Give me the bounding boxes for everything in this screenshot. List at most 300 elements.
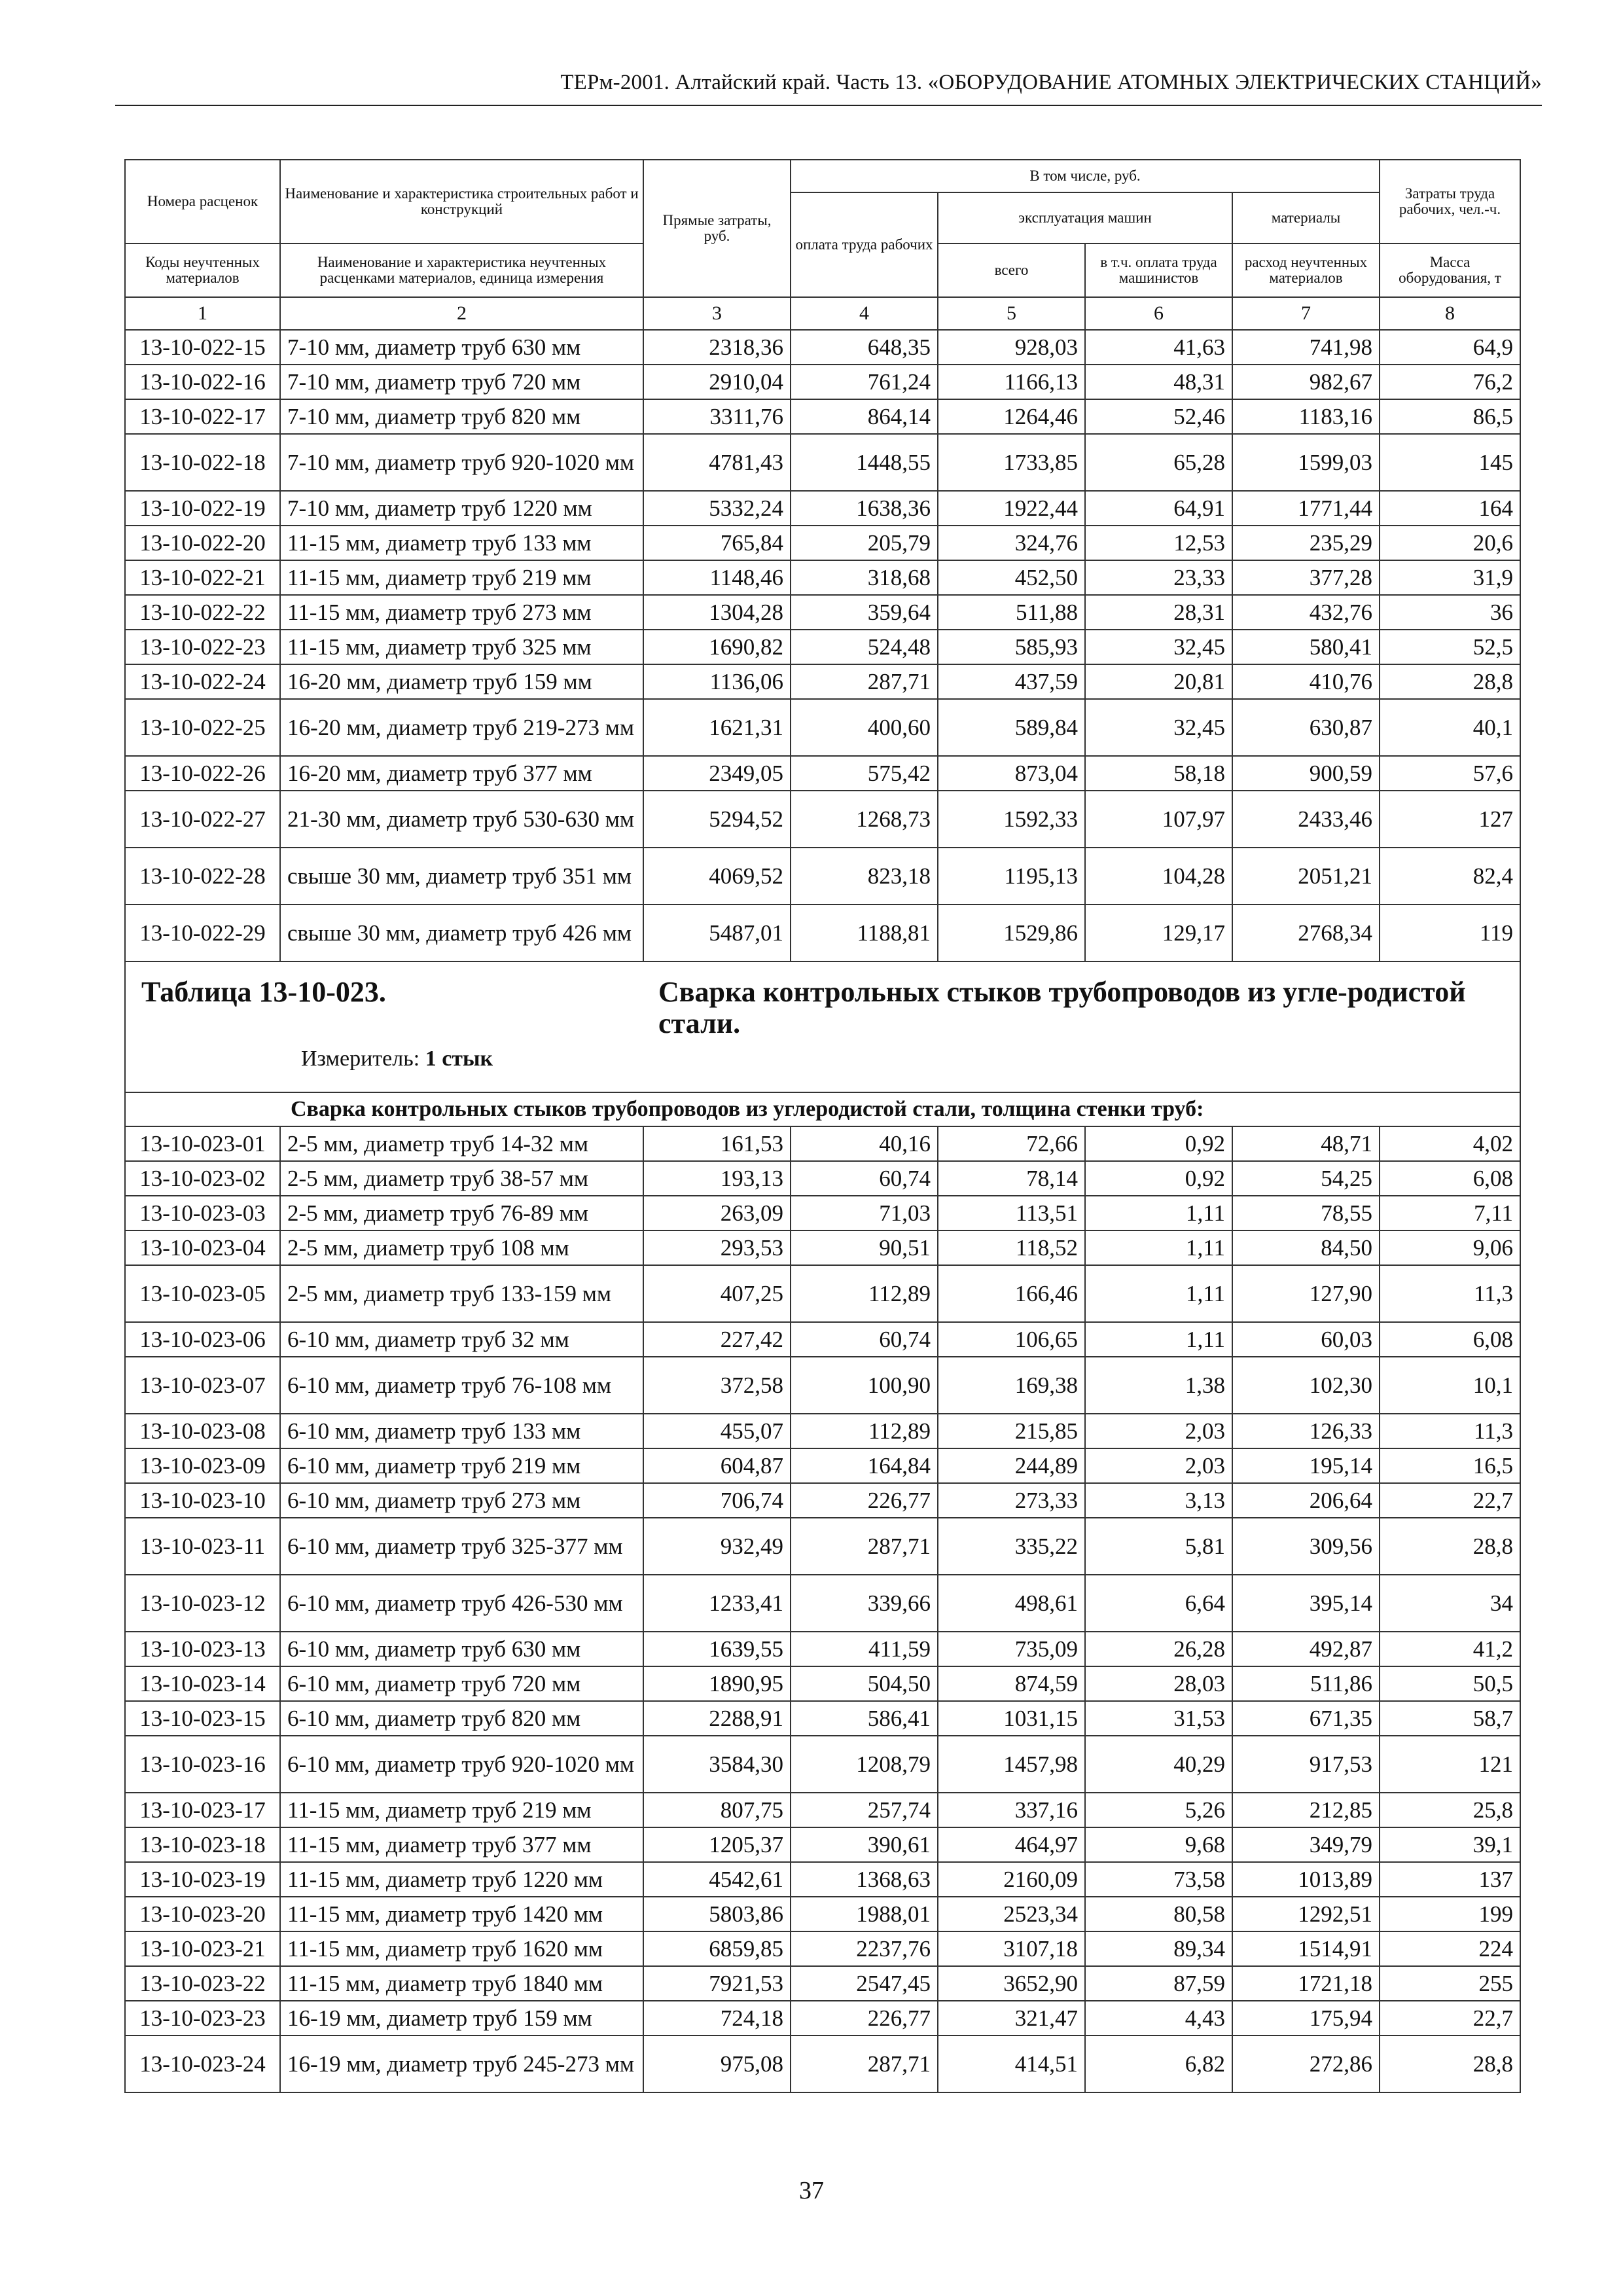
work-description: 2-5 мм, диаметр труб 76-89 мм <box>280 1196 643 1230</box>
labor-hours: 28,8 <box>1380 1518 1520 1575</box>
labor-hours: 10,1 <box>1380 1357 1520 1414</box>
work-description: 6-10 мм, диаметр труб 32 мм <box>280 1322 643 1357</box>
table-row <box>125 526 1520 560</box>
materials-cost: 206,64 <box>1232 1483 1380 1518</box>
labor-cost: 71,03 <box>791 1196 938 1230</box>
labor-cost: 1208,79 <box>791 1736 938 1793</box>
table-row <box>125 2001 1520 2036</box>
work-description: 6-10 мм, диаметр труб 720 мм <box>280 1666 643 1701</box>
labor-hours: 224 <box>1380 1931 1520 1966</box>
labor-cost: 1188,81 <box>791 905 938 961</box>
materials-cost: 78,55 <box>1232 1196 1380 1230</box>
rate-code: 13-10-023-05 <box>125 1265 280 1322</box>
rate-code: 13-10-023-10 <box>125 1483 280 1518</box>
direct-cost: 5803,86 <box>643 1897 791 1931</box>
materials-cost: 671,35 <box>1232 1701 1380 1736</box>
labor-hours: 20,6 <box>1380 526 1520 560</box>
machine-wages: 52,46 <box>1085 399 1232 434</box>
rate-code: 13-10-023-01 <box>125 1126 280 1161</box>
labor-hours: 40,1 <box>1380 699 1520 756</box>
labor-cost: 90,51 <box>791 1230 938 1265</box>
table-row <box>125 365 1520 399</box>
rate-code: 13-10-023-22 <box>125 1966 280 2001</box>
table-023-title-cell <box>125 961 1520 1092</box>
materials-cost: 492,87 <box>1232 1632 1380 1666</box>
work-description: 7-10 мм, диаметр труб 820 мм <box>280 399 643 434</box>
machine-cost: 1195,13 <box>938 848 1085 905</box>
col-number: 1 <box>125 297 280 330</box>
direct-cost: 4542,61 <box>643 1862 791 1897</box>
labor-cost: 112,89 <box>791 1414 938 1448</box>
machine-wages: 40,29 <box>1085 1736 1232 1793</box>
table-row <box>125 1357 1520 1414</box>
labor-cost: 1268,73 <box>791 791 938 848</box>
machine-cost: 118,52 <box>938 1230 1085 1265</box>
direct-cost: 4781,43 <box>643 434 791 491</box>
work-description: 11-15 мм, диаметр труб 133 мм <box>280 526 643 560</box>
work-description: 6-10 мм, диаметр труб 820 мм <box>280 1701 643 1736</box>
direct-cost: 1304,28 <box>643 595 791 630</box>
direct-cost: 4069,52 <box>643 848 791 905</box>
rate-code: 13-10-023-13 <box>125 1632 280 1666</box>
header-rule <box>115 105 1542 106</box>
work-description: 6-10 мм, диаметр труб 133 мм <box>280 1414 643 1448</box>
table-head <box>125 160 1520 330</box>
direct-cost: 455,07 <box>643 1414 791 1448</box>
machine-wages: 0,92 <box>1085 1161 1232 1196</box>
work-description: 7-10 мм, диаметр труб 920-1020 мм <box>280 434 643 491</box>
labor-cost: 1638,36 <box>791 491 938 526</box>
labor-hours: 127 <box>1380 791 1520 848</box>
rate-code: 13-10-023-17 <box>125 1793 280 1827</box>
machine-wages: 23,33 <box>1085 560 1232 595</box>
direct-cost: 3311,76 <box>643 399 791 434</box>
materials-cost: 377,28 <box>1232 560 1380 595</box>
machine-wages: 2,03 <box>1085 1414 1232 1448</box>
materials-cost: 900,59 <box>1232 756 1380 791</box>
direct-cost: 5487,01 <box>643 905 791 961</box>
rate-code: 13-10-023-07 <box>125 1357 280 1414</box>
machine-cost: 1733,85 <box>938 434 1085 491</box>
work-description: 7-10 мм, диаметр труб 1220 мм <box>280 491 643 526</box>
table-row <box>125 595 1520 630</box>
rate-code: 13-10-023-20 <box>125 1897 280 1931</box>
work-description: 11-15 мм, диаметр труб 1220 мм <box>280 1862 643 1897</box>
machine-cost: 414,51 <box>938 2036 1085 2092</box>
work-description: 11-15 мм, диаметр труб 1620 мм <box>280 1931 643 1966</box>
rate-code: 13-10-023-21 <box>125 1931 280 1966</box>
machine-cost: 166,46 <box>938 1265 1085 1322</box>
materials-cost: 410,76 <box>1232 664 1380 699</box>
col-header-codes-mat: Коды неучтенных материалов <box>125 243 280 297</box>
machine-wages: 58,18 <box>1085 756 1232 791</box>
labor-cost: 2547,45 <box>791 1966 938 2001</box>
labor-cost: 823,18 <box>791 848 938 905</box>
labor-hours: 119 <box>1380 905 1520 961</box>
materials-cost: 2768,34 <box>1232 905 1380 961</box>
machine-wages: 3,13 <box>1085 1483 1232 1518</box>
labor-cost: 60,74 <box>791 1161 938 1196</box>
labor-hours: 199 <box>1380 1897 1520 1931</box>
rate-code: 13-10-022-24 <box>125 664 280 699</box>
labor-cost: 60,74 <box>791 1322 938 1357</box>
rate-code: 13-10-022-22 <box>125 595 280 630</box>
table-row <box>125 1230 1520 1265</box>
machine-wages: 73,58 <box>1085 1862 1232 1897</box>
machine-wages: 6,82 <box>1085 2036 1232 2092</box>
materials-cost: 630,87 <box>1232 699 1380 756</box>
rate-code: 13-10-022-29 <box>125 905 280 961</box>
work-description: 11-15 мм, диаметр труб 325 мм <box>280 630 643 664</box>
direct-cost: 2910,04 <box>643 365 791 399</box>
rate-code: 13-10-023-04 <box>125 1230 280 1265</box>
machine-cost: 106,65 <box>938 1322 1085 1357</box>
table-row <box>125 1827 1520 1862</box>
labor-hours: 4,02 <box>1380 1126 1520 1161</box>
table-row <box>125 1931 1520 1966</box>
labor-hours: 11,3 <box>1380 1265 1520 1322</box>
materials-cost: 1514,91 <box>1232 1931 1380 1966</box>
unit-value: 1 стык <box>425 1047 493 1071</box>
rate-code: 13-10-022-17 <box>125 399 280 434</box>
work-description: свыше 30 мм, диаметр труб 426 мм <box>280 905 643 961</box>
machine-wages: 6,64 <box>1085 1575 1232 1632</box>
rate-code: 13-10-022-25 <box>125 699 280 756</box>
labor-cost: 205,79 <box>791 526 938 560</box>
direct-cost: 193,13 <box>643 1161 791 1196</box>
materials-cost: 395,14 <box>1232 1575 1380 1632</box>
col-number: 2 <box>280 297 643 330</box>
rate-code: 13-10-022-21 <box>125 560 280 595</box>
machine-wages: 28,03 <box>1085 1666 1232 1701</box>
table-row <box>125 1862 1520 1897</box>
machine-wages: 1,11 <box>1085 1196 1232 1230</box>
machine-wages: 5,26 <box>1085 1793 1232 1827</box>
direct-cost: 1148,46 <box>643 560 791 595</box>
labor-cost: 40,16 <box>791 1126 938 1161</box>
direct-cost: 407,25 <box>643 1265 791 1322</box>
labor-cost: 524,48 <box>791 630 938 664</box>
machine-wages: 64,91 <box>1085 491 1232 526</box>
table-row <box>125 1265 1520 1322</box>
col-header-name-mat: Наименование и характеристика неучтенных расценками материалов, единица измерения <box>280 243 643 297</box>
labor-hours: 6,08 <box>1380 1161 1520 1196</box>
materials-cost: 1721,18 <box>1232 1966 1380 2001</box>
rate-code: 13-10-022-28 <box>125 848 280 905</box>
direct-cost: 1621,31 <box>643 699 791 756</box>
table-row <box>125 1161 1520 1196</box>
labor-cost: 287,71 <box>791 664 938 699</box>
machine-cost: 1264,46 <box>938 399 1085 434</box>
machine-cost: 437,59 <box>938 664 1085 699</box>
direct-cost: 7921,53 <box>643 1966 791 2001</box>
direct-cost: 1233,41 <box>643 1575 791 1632</box>
direct-cost: 372,58 <box>643 1357 791 1414</box>
rate-code: 13-10-022-27 <box>125 791 280 848</box>
machine-wages: 4,43 <box>1085 2001 1232 2036</box>
labor-cost: 164,84 <box>791 1448 938 1483</box>
labor-cost: 648,35 <box>791 330 938 365</box>
work-description: 2-5 мм, диаметр труб 133-159 мм <box>280 1265 643 1322</box>
labor-cost: 359,64 <box>791 595 938 630</box>
col-header-labor: оплата труда рабочих <box>791 192 938 297</box>
labor-cost: 575,42 <box>791 756 938 791</box>
work-description: 16-20 мм, диаметр труб 377 мм <box>280 756 643 791</box>
work-description: 11-15 мм, диаметр труб 1840 мм <box>280 1966 643 2001</box>
materials-cost: 126,33 <box>1232 1414 1380 1448</box>
materials-cost: 1013,89 <box>1232 1862 1380 1897</box>
direct-cost: 807,75 <box>643 1793 791 1827</box>
table-row <box>125 1196 1520 1230</box>
labor-hours: 52,5 <box>1380 630 1520 664</box>
table-row <box>125 399 1520 434</box>
machine-cost: 244,89 <box>938 1448 1085 1483</box>
labor-cost: 411,59 <box>791 1632 938 1666</box>
table-row <box>125 434 1520 491</box>
rate-code: 13-10-022-20 <box>125 526 280 560</box>
rate-code: 13-10-022-26 <box>125 756 280 791</box>
machine-cost: 1166,13 <box>938 365 1085 399</box>
col-number: 4 <box>791 297 938 330</box>
machine-wages: 26,28 <box>1085 1632 1232 1666</box>
work-description: 11-15 мм, диаметр труб 219 мм <box>280 560 643 595</box>
machine-wages: 1,11 <box>1085 1322 1232 1357</box>
table-row <box>125 560 1520 595</box>
labor-hours: 34 <box>1380 1575 1520 1632</box>
direct-cost: 1690,82 <box>643 630 791 664</box>
labor-cost: 504,50 <box>791 1666 938 1701</box>
machine-wages: 129,17 <box>1085 905 1232 961</box>
labor-cost: 226,77 <box>791 1483 938 1518</box>
rate-code: 13-10-022-19 <box>125 491 280 526</box>
direct-cost: 706,74 <box>643 1483 791 1518</box>
labor-cost: 1368,63 <box>791 1862 938 1897</box>
labor-cost: 287,71 <box>791 2036 938 2092</box>
machine-cost: 928,03 <box>938 330 1085 365</box>
machine-wages: 104,28 <box>1085 848 1232 905</box>
labor-hours: 41,2 <box>1380 1632 1520 1666</box>
rate-code: 13-10-023-18 <box>125 1827 280 1862</box>
labor-hours: 22,7 <box>1380 1483 1520 1518</box>
rate-code: 13-10-022-23 <box>125 630 280 664</box>
rate-code: 13-10-023-24 <box>125 2036 280 2092</box>
labor-hours: 50,5 <box>1380 1666 1520 1701</box>
table-row <box>125 1736 1520 1793</box>
machine-wages: 89,34 <box>1085 1931 1232 1966</box>
machine-cost: 273,33 <box>938 1483 1085 1518</box>
work-description: 11-15 мм, диаметр труб 1420 мм <box>280 1897 643 1931</box>
work-description: 16-20 мм, диаметр труб 159 мм <box>280 664 643 699</box>
col-header-mass: Масса оборудования, т <box>1380 243 1520 297</box>
rate-code: 13-10-023-11 <box>125 1518 280 1575</box>
col-number: 7 <box>1232 297 1380 330</box>
direct-cost: 2349,05 <box>643 756 791 791</box>
direct-cost: 263,09 <box>643 1196 791 1230</box>
machine-wages: 5,81 <box>1085 1518 1232 1575</box>
machine-wages: 1,38 <box>1085 1357 1232 1414</box>
labor-cost: 257,74 <box>791 1793 938 1827</box>
table-row <box>125 1897 1520 1931</box>
col-number: 3 <box>643 297 791 330</box>
table-row <box>125 699 1520 756</box>
labor-cost: 226,77 <box>791 2001 938 2036</box>
labor-hours: 145 <box>1380 434 1520 491</box>
machine-wages: 41,63 <box>1085 330 1232 365</box>
machine-wages: 65,28 <box>1085 434 1232 491</box>
machine-cost: 735,09 <box>938 1632 1085 1666</box>
work-description: 11-15 мм, диаметр труб 273 мм <box>280 595 643 630</box>
machine-cost: 511,88 <box>938 595 1085 630</box>
table-row <box>125 1322 1520 1357</box>
labor-hours: 76,2 <box>1380 365 1520 399</box>
work-description: 2-5 мм, диаметр труб 38-57 мм <box>280 1161 643 1196</box>
table-row <box>125 664 1520 699</box>
rate-code: 13-10-023-06 <box>125 1322 280 1357</box>
machine-cost: 452,50 <box>938 560 1085 595</box>
table-row <box>125 2036 1520 2092</box>
materials-cost: 917,53 <box>1232 1736 1380 1793</box>
labor-hours: 6,08 <box>1380 1322 1520 1357</box>
work-description: 7-10 мм, диаметр труб 720 мм <box>280 365 643 399</box>
machine-wages: 12,53 <box>1085 526 1232 560</box>
direct-cost: 1136,06 <box>643 664 791 699</box>
direct-cost: 2288,91 <box>643 1701 791 1736</box>
materials-cost: 84,50 <box>1232 1230 1380 1265</box>
col-number: 6 <box>1085 297 1232 330</box>
direct-cost: 5332,24 <box>643 491 791 526</box>
machine-cost: 324,76 <box>938 526 1085 560</box>
rate-code: 13-10-023-16 <box>125 1736 280 1793</box>
labor-cost: 112,89 <box>791 1265 938 1322</box>
page-number: 37 <box>799 2177 824 2204</box>
machine-cost: 1457,98 <box>938 1736 1085 1793</box>
work-description: 11-15 мм, диаметр труб 377 мм <box>280 1827 643 1862</box>
materials-cost: 127,90 <box>1232 1265 1380 1322</box>
materials-cost: 349,79 <box>1232 1827 1380 1862</box>
work-description: 7-10 мм, диаметр труб 630 мм <box>280 330 643 365</box>
machine-cost: 1529,86 <box>938 905 1085 961</box>
machine-cost: 113,51 <box>938 1196 1085 1230</box>
machine-wages: 28,31 <box>1085 595 1232 630</box>
direct-cost: 5294,52 <box>643 791 791 848</box>
machine-cost: 337,16 <box>938 1793 1085 1827</box>
materials-cost: 212,85 <box>1232 1793 1380 1827</box>
table-row <box>125 1483 1520 1518</box>
direct-cost: 932,49 <box>643 1518 791 1575</box>
work-description: 16-19 мм, диаметр труб 159 мм <box>280 2001 643 2036</box>
direct-cost: 161,53 <box>643 1126 791 1161</box>
labor-hours: 7,11 <box>1380 1196 1520 1230</box>
machine-cost: 498,61 <box>938 1575 1085 1632</box>
table-row <box>125 905 1520 961</box>
rate-code: 13-10-023-14 <box>125 1666 280 1701</box>
materials-cost: 235,29 <box>1232 526 1380 560</box>
machine-cost: 169,38 <box>938 1357 1085 1414</box>
materials-cost: 272,86 <box>1232 2036 1380 2092</box>
unit-label: Измеритель: <box>301 1047 420 1071</box>
labor-cost: 390,61 <box>791 1827 938 1862</box>
direct-cost: 227,42 <box>643 1322 791 1357</box>
table-row <box>125 1966 1520 2001</box>
table-row <box>125 330 1520 365</box>
materials-cost: 309,56 <box>1232 1518 1380 1575</box>
col-number: 5 <box>938 297 1085 330</box>
work-description: 21-30 мм, диаметр труб 530-630 мм <box>280 791 643 848</box>
table-row <box>125 1126 1520 1161</box>
direct-cost: 1890,95 <box>643 1666 791 1701</box>
section-heading: Сварка контрольных стыков трубопроводов из углеродистой стали, толщина стенки труб: <box>125 1092 1520 1126</box>
col-header-code: Номера расценок <box>125 160 280 243</box>
machine-cost: 215,85 <box>938 1414 1085 1448</box>
machine-wages: 20,81 <box>1085 664 1232 699</box>
work-description: 11-15 мм, диаметр труб 219 мм <box>280 1793 643 1827</box>
col-header-machines: эксплуатация машин <box>938 192 1232 243</box>
machine-cost: 589,84 <box>938 699 1085 756</box>
work-description: 6-10 мм, диаметр труб 630 мм <box>280 1632 643 1666</box>
work-description: 6-10 мм, диаметр труб 920-1020 мм <box>280 1736 643 1793</box>
machine-cost: 874,59 <box>938 1666 1085 1701</box>
table-row <box>125 1793 1520 1827</box>
table-row <box>125 756 1520 791</box>
machine-cost: 464,97 <box>938 1827 1085 1862</box>
machine-cost: 1031,15 <box>938 1701 1085 1736</box>
direct-cost: 604,87 <box>643 1448 791 1483</box>
work-description: 6-10 мм, диаметр труб 76-108 мм <box>280 1357 643 1414</box>
col-header-direct: Прямые затраты, руб. <box>643 160 791 297</box>
materials-cost: 432,76 <box>1232 595 1380 630</box>
work-description: свыше 30 мм, диаметр труб 351 мм <box>280 848 643 905</box>
labor-cost: 864,14 <box>791 399 938 434</box>
machine-cost: 873,04 <box>938 756 1085 791</box>
direct-cost: 724,18 <box>643 2001 791 2036</box>
machine-cost: 72,66 <box>938 1126 1085 1161</box>
labor-cost: 586,41 <box>791 1701 938 1736</box>
col-header-labor-hours: Затраты труда рабочих, чел.-ч. <box>1380 160 1520 243</box>
materials-cost: 48,71 <box>1232 1126 1380 1161</box>
labor-hours: 36 <box>1380 595 1520 630</box>
machine-cost: 321,47 <box>938 2001 1085 2036</box>
materials-cost: 982,67 <box>1232 365 1380 399</box>
materials-cost: 60,03 <box>1232 1322 1380 1357</box>
table-caption: Таблица 13-10-023. <box>141 976 386 1008</box>
table-row <box>125 1448 1520 1483</box>
labor-hours: 28,8 <box>1380 2036 1520 2092</box>
labor-cost: 1448,55 <box>791 434 938 491</box>
machine-cost: 78,14 <box>938 1161 1085 1196</box>
materials-cost: 1292,51 <box>1232 1897 1380 1931</box>
machine-wages: 32,45 <box>1085 699 1232 756</box>
labor-hours: 82,4 <box>1380 848 1520 905</box>
work-description: 2-5 мм, диаметр труб 14-32 мм <box>280 1126 643 1161</box>
table-row <box>125 1701 1520 1736</box>
machine-wages: 87,59 <box>1085 1966 1232 2001</box>
rate-code: 13-10-023-08 <box>125 1414 280 1448</box>
direct-cost: 3584,30 <box>643 1736 791 1793</box>
table-row <box>125 1518 1520 1575</box>
work-description: 2-5 мм, диаметр труб 108 мм <box>280 1230 643 1265</box>
labor-hours: 22,7 <box>1380 2001 1520 2036</box>
materials-cost: 1771,44 <box>1232 491 1380 526</box>
work-description: 16-19 мм, диаметр труб 245-273 мм <box>280 2036 643 2092</box>
rate-code: 13-10-023-02 <box>125 1161 280 1196</box>
labor-hours: 64,9 <box>1380 330 1520 365</box>
direct-cost: 2318,36 <box>643 330 791 365</box>
labor-hours: 25,8 <box>1380 1793 1520 1827</box>
machine-wages: 1,11 <box>1085 1265 1232 1322</box>
unit-line <box>132 1043 1513 1075</box>
col-header-mach-wages: в т.ч. оплата труда машинистов <box>1085 243 1232 297</box>
machine-cost: 335,22 <box>938 1518 1085 1575</box>
